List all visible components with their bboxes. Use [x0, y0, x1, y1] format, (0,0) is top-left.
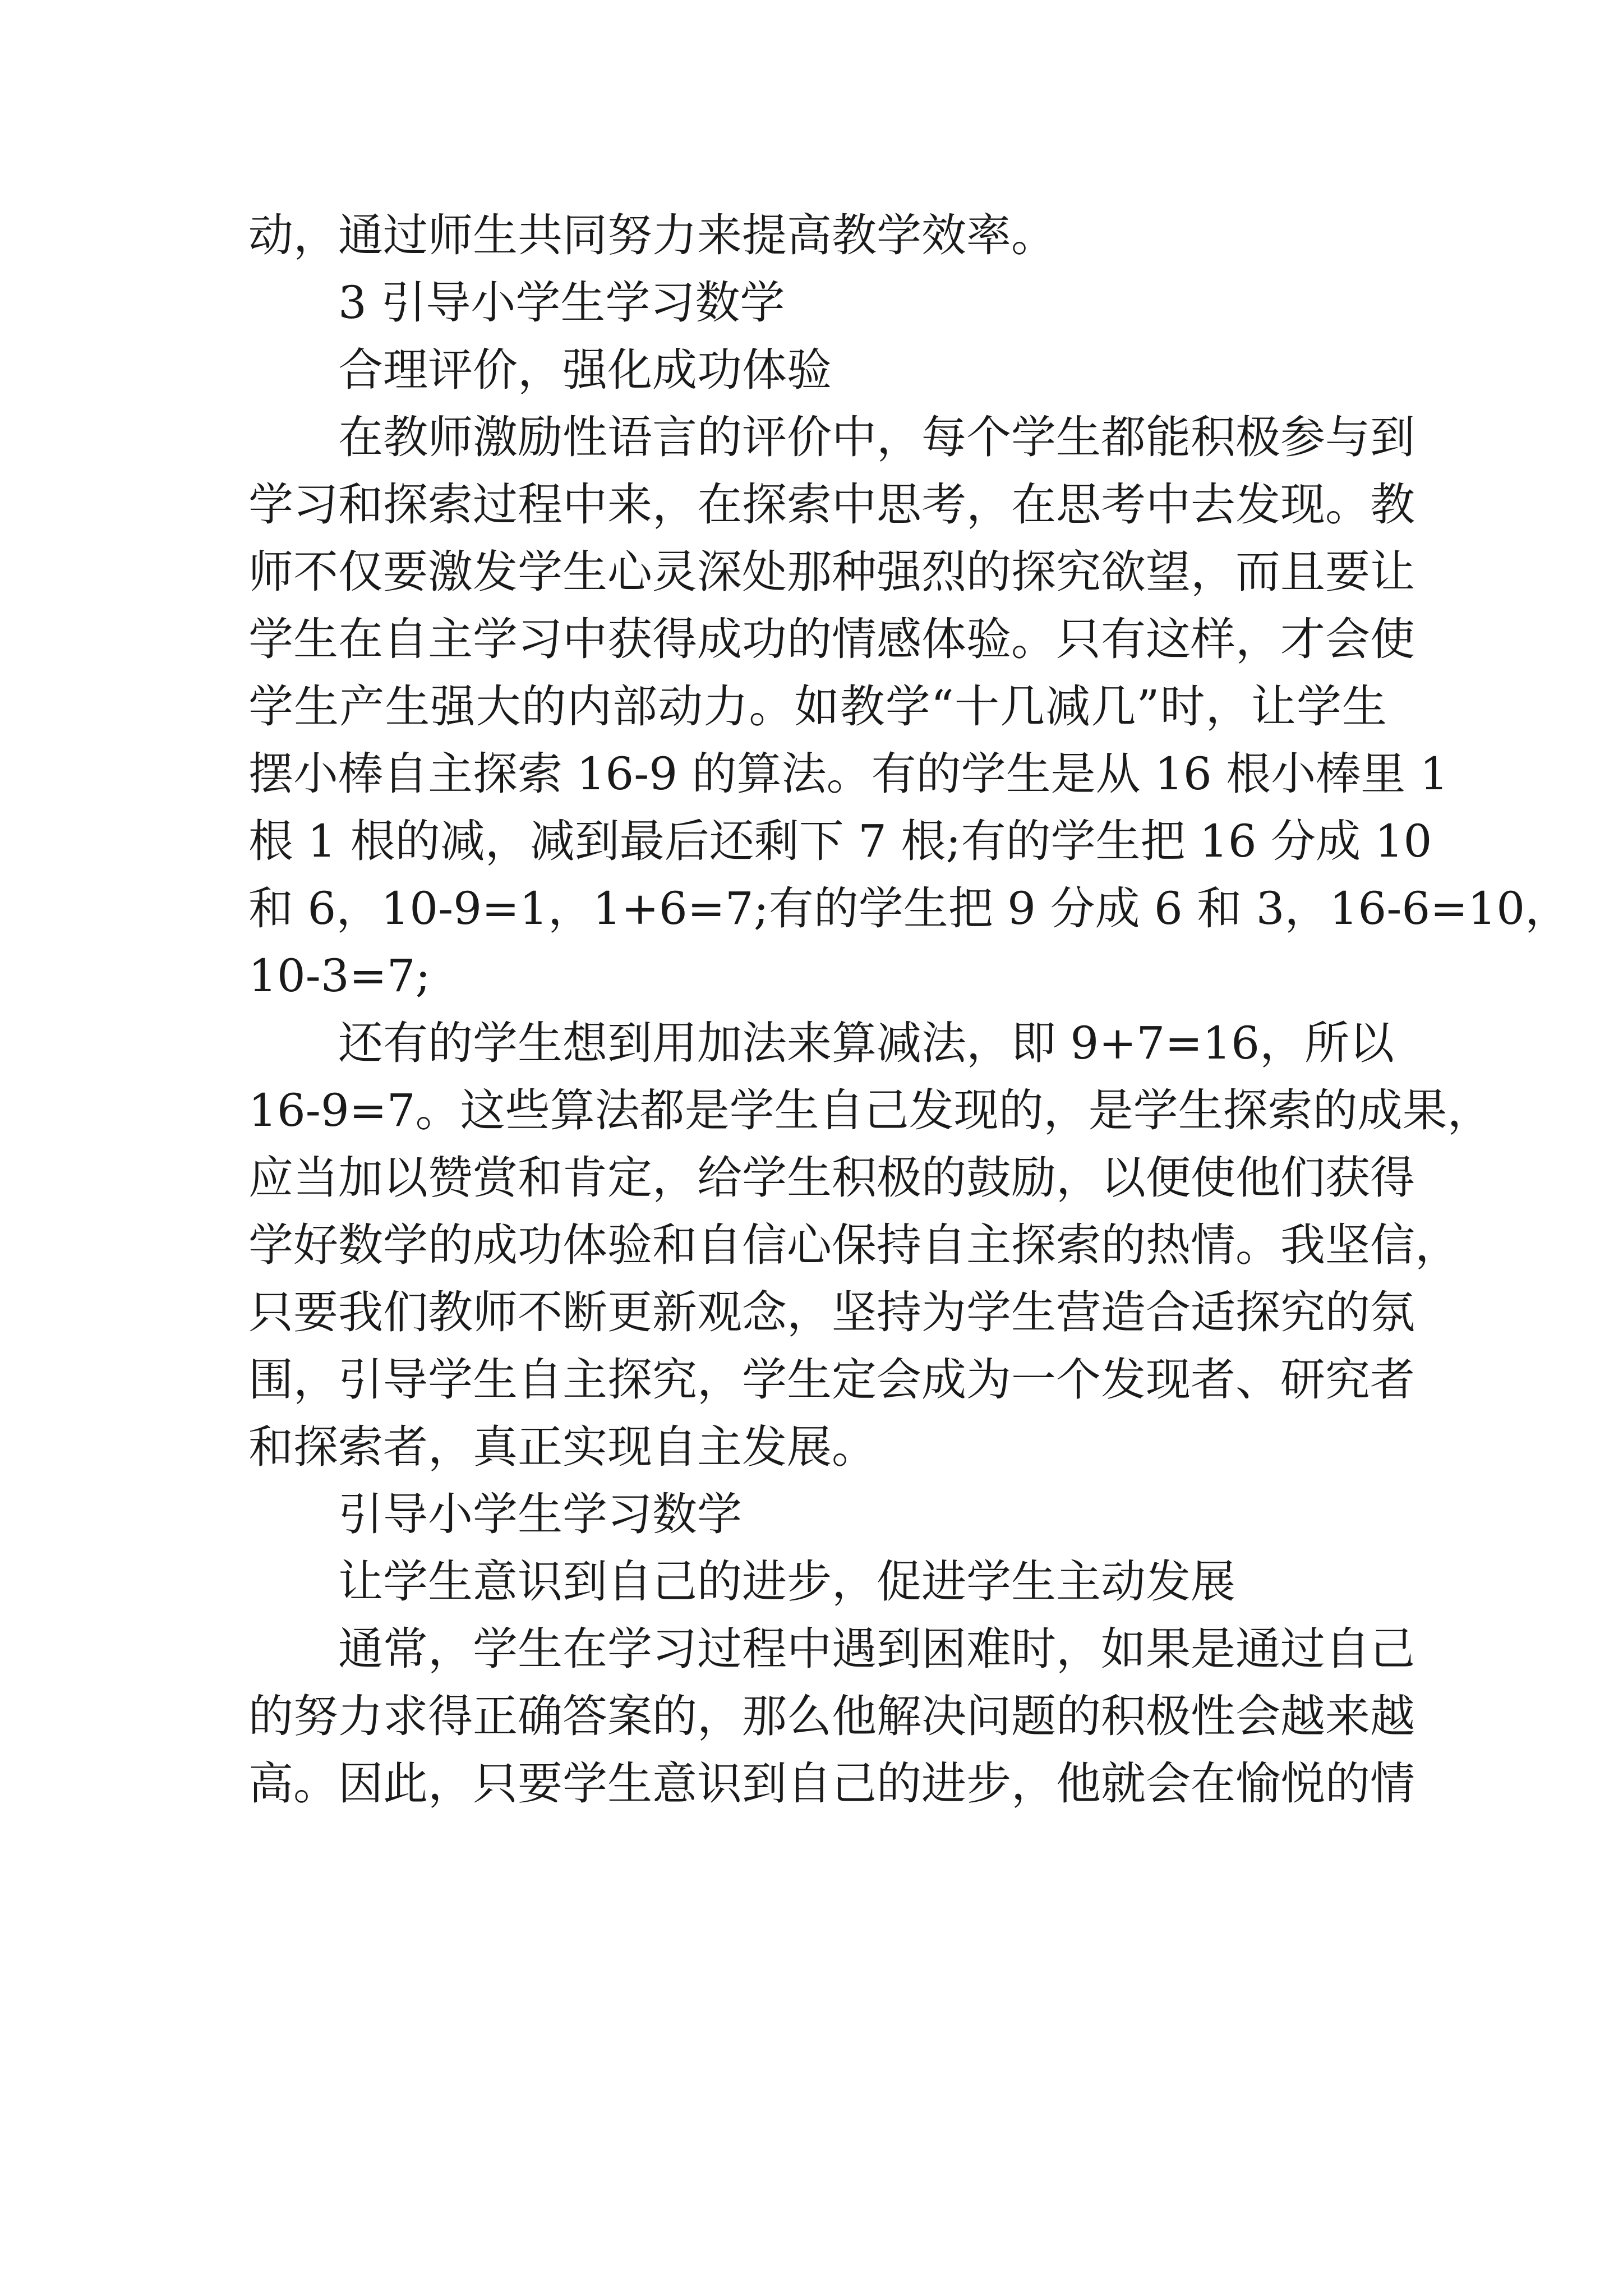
document-body [248, 202, 1570, 1818]
text-line: 还有的学生想到用加法来算减法，即 9+7=16，所以 [338, 1017, 1395, 1069]
text-line: 学生在自主学习中获得成功的情感体验。只有这样，才会使 [248, 613, 1415, 665]
text-line: 围，引导学生自主探究，学生定会成为一个发现者、研究者 [248, 1354, 1415, 1406]
text-line: 学生产生强大的内部动力。如教学“十几减几”时，让学生 [248, 680, 1387, 733]
text-line: 在教师激励性语言的评价中，每个学生都能积极参与到 [338, 411, 1415, 463]
subsection-heading: 合理评价，强化成功体验 [338, 344, 832, 396]
text-line: 和探索者，真正实现自主发展。 [248, 1421, 877, 1473]
text-line: 和 6，10-9=1，1+6=7;有的学生把 9 分成 6 和 3，16-6=10， [248, 882, 1570, 935]
section-heading: 3 引导小学生学习数学 [338, 277, 785, 329]
text-line: 应当加以赞赏和肯定，给学生积极的鼓励，以便使他们获得 [248, 1152, 1415, 1204]
text-line: 动，通过师生共同努力来提高教学效率。 [248, 209, 1056, 261]
section-heading: 引导小学生学习数学 [338, 1488, 742, 1540]
text-line: 的努力求得正确答案的，那么他解决问题的积极性会越来越 [248, 1690, 1415, 1742]
text-line: 10-3=7; [248, 950, 431, 1002]
text-line: 师不仅要激发学生心灵深处那种强烈的探究欲望，而且要让 [248, 546, 1415, 598]
subsection-heading: 让学生意识到自己的进步，促进学生主动发展 [338, 1556, 1235, 1608]
text-line: 摆小棒自主探索 16-9 的算法。有的学生是从 16 根小棒里 1 [248, 748, 1449, 800]
text-line: 通常，学生在学习过程中遇到困难时，如果是通过自己 [338, 1623, 1415, 1675]
text-line: 根 1 根的减，减到最后还剩下 7 根;有的学生把 16 分成 10 [248, 815, 1432, 867]
text-line: 16-9=7。这些算法都是学生自己发现的，是学生探索的成果， [248, 1084, 1492, 1137]
text-line: 高。因此，只要学生意识到自己的进步，他就会在愉悦的情 [248, 1757, 1415, 1810]
text-line: 只要我们教师不断更新观念，坚持为学生营造合适探究的氛 [248, 1286, 1415, 1338]
text-line: 学好数学的成功体验和自信心保持自主探索的热情。我坚信， [248, 1219, 1460, 1271]
text-line: 学习和探索过程中来，在探索中思考，在思考中去发现。教 [248, 478, 1415, 531]
